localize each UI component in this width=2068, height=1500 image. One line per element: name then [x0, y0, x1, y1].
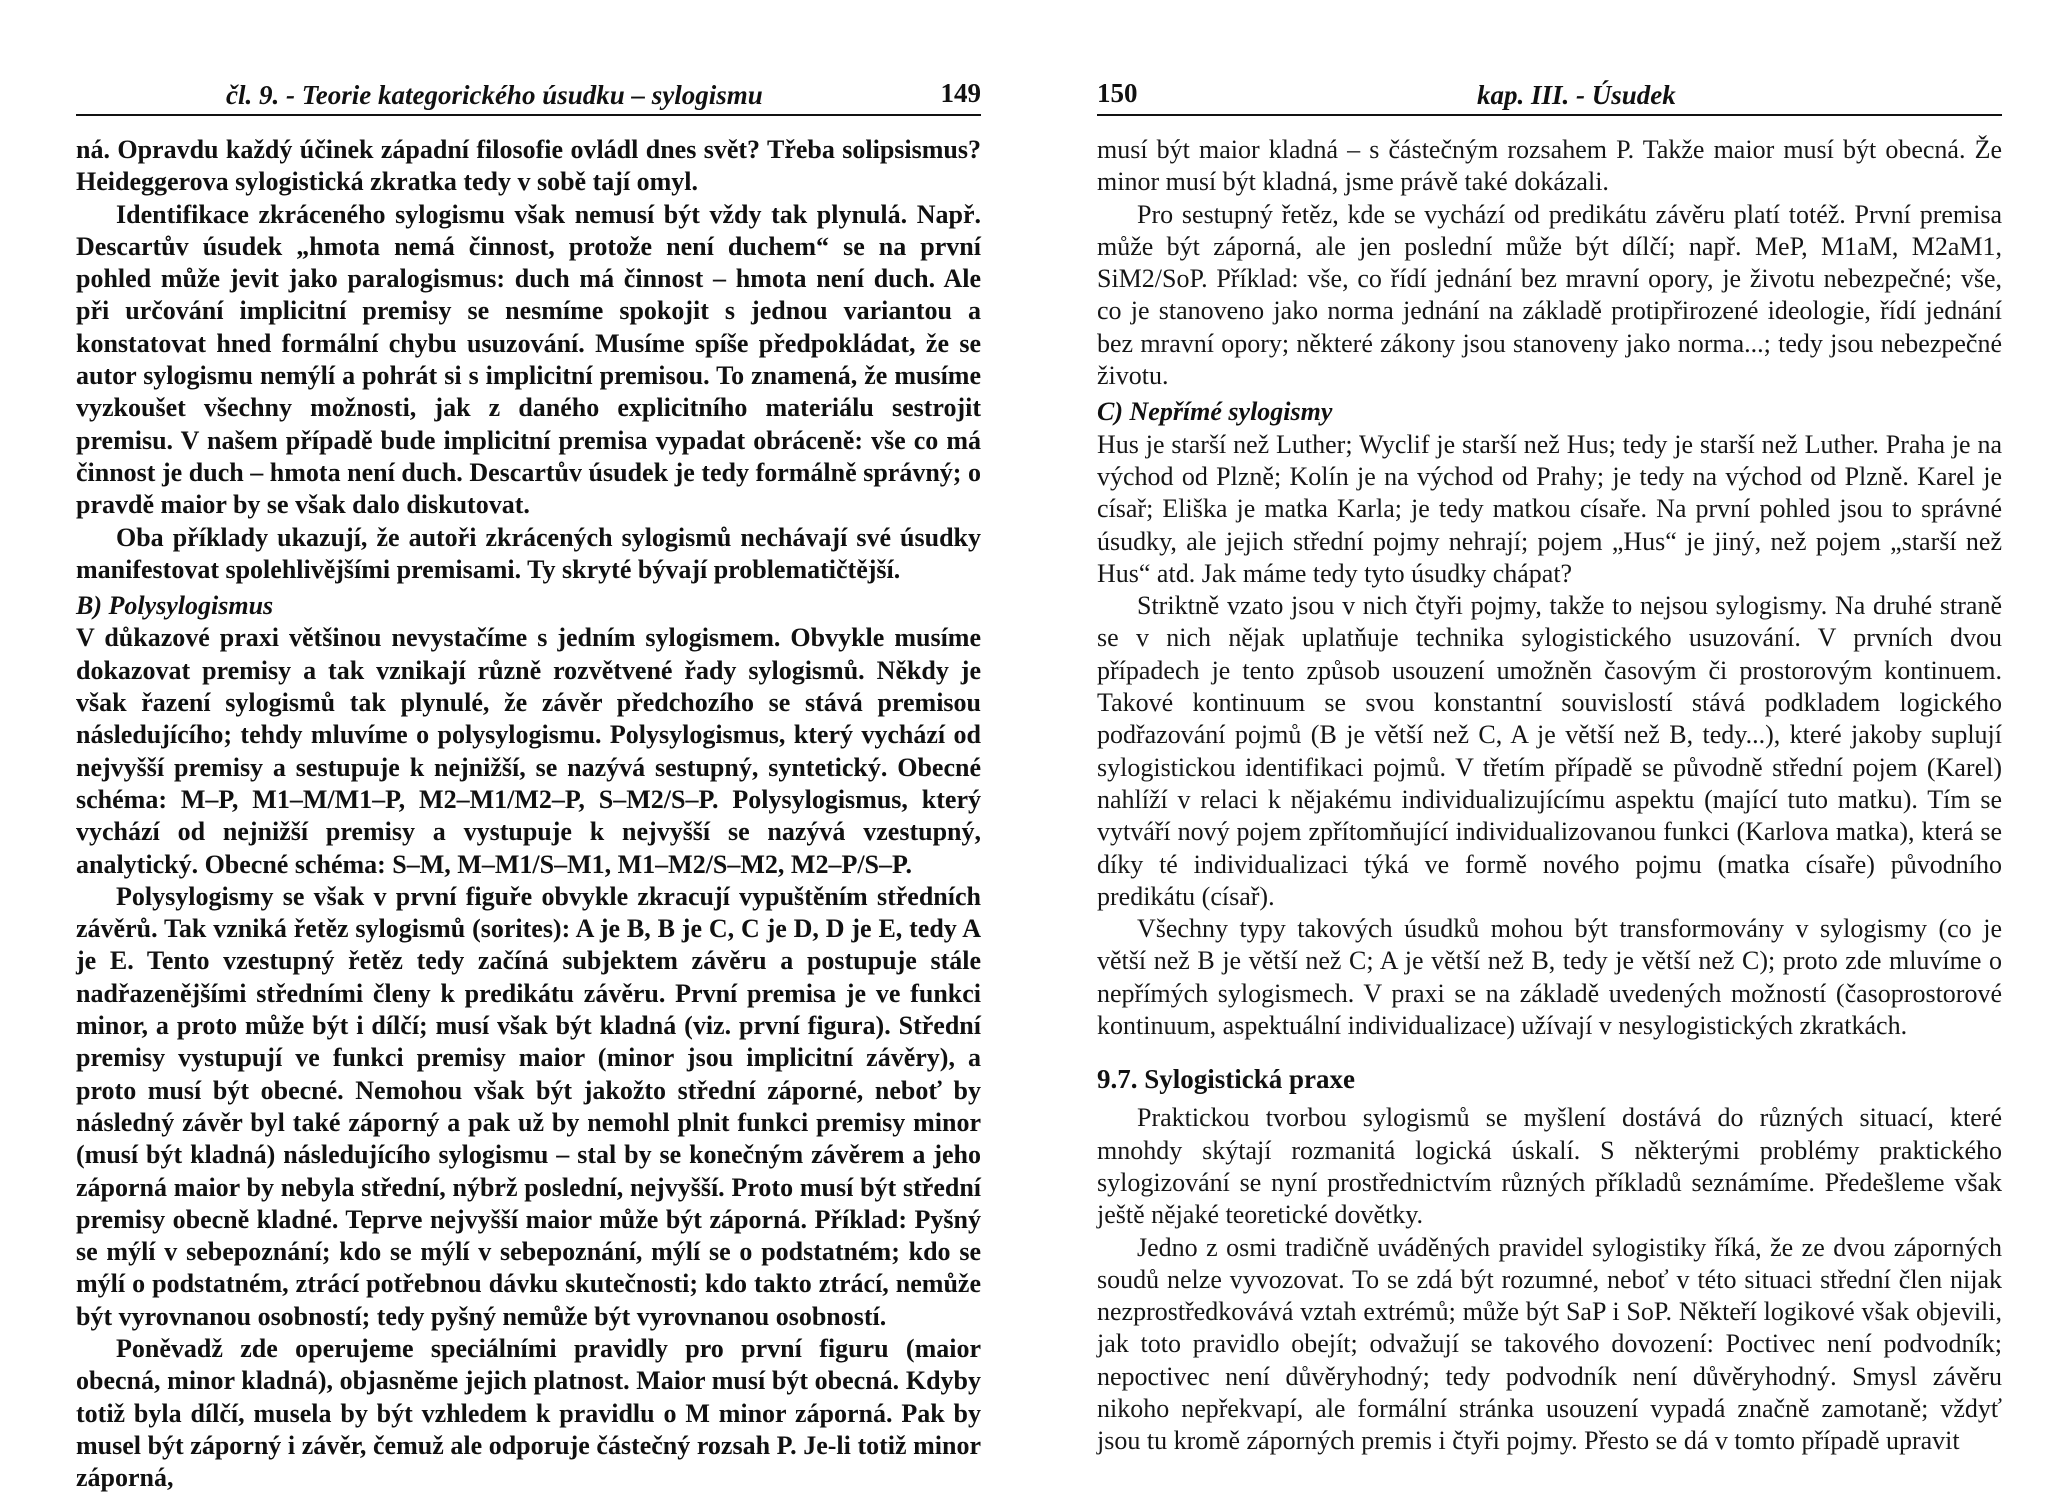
paragraph: V důkazové praxi většinou nevystačíme s jedním sylogismem. Obvykle musíme dokazovat premisy a tak vznikají různě rozvětvené řady sylogismů. Někdy je však řazení sylogismů tak plynulé, že závěr předchozího se stává premisou následujícího; tehdy mluvíme o polysylogismu. Polysylogismus, který vychází od nejvyšší premisy a sestupuje k nejnižší, se nazývá sestupný, syntetický. Obecné schéma: M–P, M1–M/M1–P, M2–M1/M2–P, S–M2/S–P. Polysylogismus, který vychází od nejnižší premisy a vystupuje k nejvyšší se nazývá vzestupný, analytický. Obecné schéma: S–M, M–M1/S–M1, M1–M2/S–M2, M2–P/S–P. [76, 623, 981, 879]
right-page-header [1097, 78, 2002, 116]
paragraph: Poněvadž zde operujeme speciálními pravidly pro první figuru (maior obecná, minor kladná), objasněme jejich platnost. Maior musí být obecná. Kdyby totiž byla dílčí, musela by být vzhledem k pravidlu o M minor záporná. Pak by musel být záporný i závěr, čemuž ale odporuje částečný rozsah P. Je-li totiž minor záporná, [76, 1333, 981, 1493]
paragraph: Jedno z osmi tradičně uváděných pravidel sylogistiky říká, že ze dvou záporných soudů nelze vyvozovat. To se zdá být rozumné, neboť v této situaci střední člen nijak nezprostředkovává vztah extrémů; může být SaP i SoP. Někteří logikové však objevili, jak toto pravidlo obejít; odvažují se takového dovození: Poctivec není podvodník; nepoctivec není důvěryhodný; tedy podvodník není důvěryhodný. Smysl závěru nikoho nepřekvapí, ale formální stránka usouzení vypadá značně zamotaně; vždyť jsou tu kromě záporných premis i čtyři pojmy. Přesto se dá v tomto případě upravit [1097, 1232, 2002, 1456]
paragraph: Praktickou tvorbou sylogismů se myšlení dostává do různých situací, které mnohdy skýtají rozmanitá logická úskalí. S některými problémy praktického sylogizování se nyní prostřednictvím různých příkladů seznámíme. Předešleme však ještě nějaké teoretické dovětky. [1097, 1103, 2002, 1230]
paragraph: Polysylogismy se však v první figuře obvykle zkracují vypuštěním středních závěrů. Tak vzniká řetěz sylogismů (sorites): A je B, B je C, C je D, D je E, tedy A je E. Tento vzestupný řetěz tedy začíná subjektem závěru a postupuje stále nadřazenějšími středními členy k predikátu závěru. První premisa je ve funkci minor, a proto může být i dílčí; musí však být kladná (viz. první figura). Střední premisy vystupují ve funkci premisy maior (minor jsou implicitní závěry), a proto musí být obecné. Nemohou však být jakožto střední záporné, neboť by následný závěr byl také záporný a pak už by nemohl plnit funkci premisy minor (musí být kladná) následujícího sylogismu – stal by se konečným závěrem a jeho záporná maior by nebyla střední, nýbrž poslední, nejvyšší. Proto musí být střední premisy obecně kladné. Teprve nejvyšší maior může být záporná. Příklad: Pyšný se mýlí v sebepoznání; kdo se mýlí v sebepoznání, mýlí se o podstatném; kdo se mýlí o podstatném, ztrácí potřebnou dávku skutečnosti; kdo takto ztrácí, nemůže být vyrovnanou osobností; tedy pyšný nemůže být vyrovnanou osobností. [76, 881, 981, 1331]
paragraph: ná. Opravdu každý účinek západní filosofie ovládl dnes svět? Třeba solipsismus? Heideggerova sylogistická zkratka tedy v sobě tají omyl. [76, 135, 981, 197]
page-number: 149 [940, 78, 981, 108]
paragraph: Striktně vzato jsou v nich čtyři pojmy, takže to nejsou sylogismy. Na druhé straně se v nich nějak uplatňuje technika sylogistického usuzování. V prvních dvou případech je tento způsob usouzení umožněn časovým či prostorovým kontinuem. Takové kontinuum se svou konstantní souvislostí stává podkladem logického podřazování pojmů (B je větší než C, A je větší než B, tedy...), které jakoby suplují sylogistickou identifikaci pojmů. V třetím případě se původně střední pojem (Karel) nahlíží v relaci k nějakému individualizujícímu aspektu (mající tuto matku). Tím se vytváří nový pojem zpřítomňující individualizovanou funkci (Karlova matka), která se díky té individualizaci týká ve formě nového pojmu (matka císaře) původního predikátu (císař). [1097, 591, 2002, 911]
left-page [76, 78, 981, 1494]
paragraph: musí být maior kladná – s částečným rozsahem P. Takže maior musí být obecná. Že minor musí být kladná, jsme právě také dokázali. [1097, 135, 2002, 197]
running-head: kap. III. - Úsudek [1477, 80, 1676, 110]
paragraph: Oba příklady ukazují, že autoři zkrácených sylogismů nechávají své úsudky manifestovat spolehlivějšími premisami. Ty skryté bývají problematičtější. [76, 522, 981, 584]
right-page-body [1097, 134, 2002, 1458]
paragraph: Pro sestupný řetěz, kde se vychází od predikátu závěru platí totéž. První premisa může být záporná, ale jen poslední může být dílčí; např. MeP, M1aM, M2aM1, SiM2/SoP. Příklad: vše, co řídí jednání bez mravní opory, je životu nebezpečné; vše, co je stanoveno jako norma jednání na základě protipřirozené ideologie, řídí jednání bez mravní opory; některé zákony jsou stanoveny jako norma...; tedy jsou nebezpečné životu. [1097, 199, 2002, 391]
right-page [1097, 78, 2002, 1458]
section-title: B) Polysylogismus [76, 591, 274, 621]
paragraph: Všechny typy takových úsudků mohou být transformovány v sylogismy (co je větší než B je větší než C; A je větší než B, tedy je větší než C); proto zde mluvíme o nepřímých sylogismech. V praxi se na základě uvedených možností (časoprostorové kontinuum, aspektuální individualizace) užívají v nesylogistických zkratkách. [1097, 914, 2002, 1041]
running-head: čl. 9. - Teorie kategorického úsudku – sylogismu [226, 80, 763, 110]
paragraph: Hus je starší než Luther; Wyclif je starší než Hus; tedy je starší než Luther. Praha je na východ od Plzně; Kolín je na východ od Prahy; je tedy na východ od Plzně. Karel je císař; Eliška je matka Karla; je tedy matkou císaře. Na první pohled jsou to správné úsudky, ale jejich střední pojmy nehrají; pojem „Hus“ je jiný, než pojem „starší než Hus“ atd. Jak máme tedy tyto úsudky chápat? [1097, 429, 2002, 588]
left-page-body [76, 134, 981, 1494]
section-title: C) Nepřímé sylogismy [1097, 397, 1333, 427]
left-page-header [76, 78, 981, 116]
paragraph: Identifikace zkráceného sylogismu však nemusí být vždy tak plynulá. Např. Descartův úsudek „hmota nemá činnost, protože není duchem“ se na první pohled může jevit jako paralogismus: duch má činnost – hmota není duch. Ale při určování implicitní premisy se nesmíme spokojit s jednou variantou a konstatovat hned formální chybu usuzování. Musíme spíše předpokládat, že se autor sylogismu nemýlí a pohrát si s implicitní premisou. To znamená, že musíme vyzkoušet všechny možnosti, jak z daného explicitního materiálu sestrojit premisu. V našem případě bude implicitní premisa vypadat obráceně: vše co má činnost je duch – hmota není duch. Descartův úsudek je tedy formálně správný; o pravdě maior by se však dalo diskutovat. [76, 199, 981, 520]
page-number: 150 [1097, 78, 1138, 108]
section-heading: 9.7. Sylogistická praxe [1097, 1064, 1356, 1095]
